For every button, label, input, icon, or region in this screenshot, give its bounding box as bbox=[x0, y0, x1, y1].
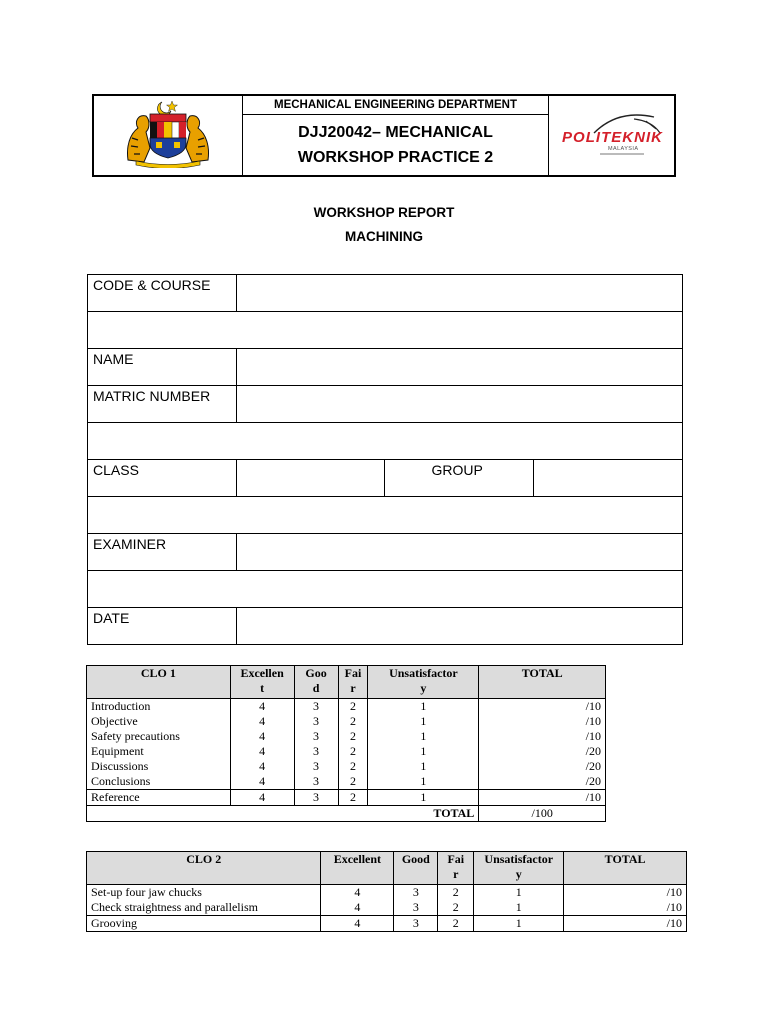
clo2-row bbox=[87, 885, 687, 901]
malaysia-coat-of-arms-icon bbox=[122, 98, 214, 168]
examiner-label: EXAMINER bbox=[88, 534, 237, 571]
report-title: WORKSHOP REPORT bbox=[313, 205, 455, 220]
course-title-line2: WORKSHOP PRACTICE 2 bbox=[297, 149, 494, 167]
score-fair[interactable]: 2 bbox=[338, 729, 368, 744]
info-spacer-row bbox=[88, 571, 683, 608]
info-row-examiner bbox=[88, 534, 683, 571]
class-field[interactable] bbox=[236, 460, 385, 497]
score-fair[interactable]: 2 bbox=[338, 699, 368, 715]
clo2-body bbox=[87, 852, 687, 932]
score-excellent[interactable]: 4 bbox=[230, 759, 294, 774]
code-course-label: CODE & COURSE bbox=[88, 275, 237, 312]
student-info-table bbox=[87, 274, 683, 645]
criterion-cell: Objective bbox=[87, 714, 231, 729]
score-fair[interactable]: 2 bbox=[338, 774, 368, 790]
score-excellent[interactable]: 4 bbox=[321, 916, 394, 932]
politeknik-logo-sub: MALAYSIA bbox=[607, 146, 638, 152]
row-total[interactable]: /10 bbox=[479, 790, 606, 806]
score-good[interactable]: 3 bbox=[294, 699, 338, 715]
row-total[interactable]: /10 bbox=[564, 885, 687, 901]
clo1-header-excellent: Excellen t bbox=[230, 666, 294, 699]
info-spacer-row bbox=[88, 497, 683, 534]
criterion-cell: Equipment bbox=[87, 744, 231, 759]
row-total[interactable]: /20 bbox=[479, 744, 606, 759]
row-total[interactable]: /10 bbox=[479, 729, 606, 744]
clo1-header-fair: Fai r bbox=[338, 666, 368, 699]
coat-of-arms-cell bbox=[93, 95, 243, 176]
group-label: GROUP bbox=[385, 460, 534, 497]
clo1-row bbox=[87, 790, 606, 806]
score-unsatisfactory[interactable]: 1 bbox=[368, 759, 479, 774]
criterion-cell: Introduction bbox=[87, 699, 231, 715]
clo1-row bbox=[87, 774, 606, 790]
politeknik-logo-cell bbox=[549, 95, 676, 176]
criterion-cell: Discussions bbox=[87, 759, 231, 774]
score-good[interactable]: 3 bbox=[394, 885, 438, 901]
score-fair[interactable]: 2 bbox=[338, 714, 368, 729]
clo1-header-total: TOTAL bbox=[479, 666, 606, 699]
score-fair[interactable]: 2 bbox=[438, 916, 474, 932]
score-unsatisfactory[interactable]: 1 bbox=[474, 916, 564, 932]
score-fair[interactable]: 2 bbox=[338, 744, 368, 759]
score-good[interactable]: 3 bbox=[394, 900, 438, 916]
score-excellent[interactable]: 4 bbox=[321, 885, 394, 901]
row-total[interactable]: /10 bbox=[564, 900, 687, 916]
clo1-header-row bbox=[87, 666, 606, 699]
score-good[interactable]: 3 bbox=[294, 729, 338, 744]
criterion-cell: Conclusions bbox=[87, 774, 231, 790]
clo1-header-unsatisfactory: Unsatisfactor y bbox=[368, 666, 479, 699]
info-spacer-row bbox=[88, 423, 683, 460]
date-field[interactable] bbox=[236, 608, 682, 645]
score-excellent[interactable]: 4 bbox=[230, 774, 294, 790]
clo2-header-fair: Fai r bbox=[438, 852, 474, 885]
info-row-name bbox=[88, 349, 683, 386]
clo1-body bbox=[87, 666, 606, 822]
matric-number-label: MATRIC NUMBER bbox=[88, 386, 237, 423]
clo2-header-row bbox=[87, 852, 687, 885]
document-header bbox=[92, 94, 676, 177]
class-label: CLASS bbox=[88, 460, 237, 497]
clo2-header-excellent: Excellent bbox=[321, 852, 394, 885]
info-row-class-group bbox=[88, 460, 683, 497]
grand-total-label: TOTAL bbox=[87, 806, 479, 822]
score-good[interactable]: 3 bbox=[294, 714, 338, 729]
clo1-total-row bbox=[87, 806, 606, 822]
score-good[interactable]: 3 bbox=[294, 774, 338, 790]
clo1-row bbox=[87, 729, 606, 744]
score-fair[interactable]: 2 bbox=[338, 759, 368, 774]
score-unsatisfactory[interactable]: 1 bbox=[368, 699, 479, 715]
score-excellent[interactable]: 4 bbox=[230, 790, 294, 806]
score-unsatisfactory[interactable]: 1 bbox=[368, 729, 479, 744]
criterion-cell: Safety precautions bbox=[87, 729, 231, 744]
spacer-cell bbox=[88, 423, 683, 460]
score-excellent[interactable]: 4 bbox=[230, 744, 294, 759]
score-excellent[interactable]: 4 bbox=[230, 699, 294, 715]
clo2-header-criterion: CLO 2 bbox=[87, 852, 321, 885]
code-course-field[interactable] bbox=[236, 275, 682, 312]
clo2-row bbox=[87, 916, 687, 932]
score-fair[interactable]: 2 bbox=[438, 885, 474, 901]
info-row-matric bbox=[88, 386, 683, 423]
score-fair[interactable]: 2 bbox=[438, 900, 474, 916]
score-excellent[interactable]: 4 bbox=[230, 729, 294, 744]
clo2-header-unsatisfactory: Unsatisfactor y bbox=[474, 852, 564, 885]
grand-total-value[interactable]: /100 bbox=[479, 806, 606, 822]
score-unsatisfactory[interactable]: 1 bbox=[368, 790, 479, 806]
clo2-header-total: TOTAL bbox=[564, 852, 687, 885]
score-fair[interactable]: 2 bbox=[338, 790, 368, 806]
clo2-rubric-table bbox=[86, 851, 687, 932]
score-unsatisfactory[interactable]: 1 bbox=[368, 774, 479, 790]
criterion-cell: Check straightness and parallelism bbox=[87, 900, 321, 916]
spacer-cell bbox=[88, 312, 683, 349]
spacer-cell bbox=[88, 571, 683, 608]
row-total[interactable]: /20 bbox=[479, 774, 606, 790]
clo2-header-good: Good bbox=[394, 852, 438, 885]
score-unsatisfactory[interactable]: 1 bbox=[368, 744, 479, 759]
score-good[interactable]: 3 bbox=[294, 790, 338, 806]
criterion-cell: Reference bbox=[87, 790, 231, 806]
info-spacer-row bbox=[88, 312, 683, 349]
score-unsatisfactory[interactable]: 1 bbox=[474, 900, 564, 916]
score-unsatisfactory[interactable]: 1 bbox=[474, 885, 564, 901]
score-excellent[interactable]: 4 bbox=[321, 900, 394, 916]
course-title bbox=[243, 115, 549, 176]
row-total[interactable]: /10 bbox=[479, 714, 606, 729]
clo1-header-criterion: CLO 1 bbox=[87, 666, 231, 699]
name-field[interactable] bbox=[236, 349, 682, 386]
score-excellent[interactable]: 4 bbox=[230, 714, 294, 729]
row-total[interactable]: /10 bbox=[564, 916, 687, 932]
clo1-row bbox=[87, 714, 606, 729]
clo1-rubric-table bbox=[86, 665, 606, 822]
clo1-header-good: Goo d bbox=[294, 666, 338, 699]
department-name: MECHANICAL ENGINEERING DEPARTMENT bbox=[243, 95, 549, 115]
course-title-line1: DJJ20042– MECHANICAL bbox=[298, 124, 493, 142]
report-subtitle: MACHINING bbox=[345, 229, 423, 244]
score-good[interactable]: 3 bbox=[294, 744, 338, 759]
score-good[interactable]: 3 bbox=[394, 916, 438, 932]
row-total[interactable]: /10 bbox=[479, 699, 606, 715]
criterion-cell: Set-up four jaw chucks bbox=[87, 885, 321, 901]
date-label: DATE bbox=[88, 608, 237, 645]
group-field[interactable] bbox=[534, 460, 683, 497]
score-good[interactable]: 3 bbox=[294, 759, 338, 774]
politeknik-logo-text: POLITEKNIK bbox=[561, 129, 662, 146]
examiner-field[interactable] bbox=[236, 534, 682, 571]
score-unsatisfactory[interactable]: 1 bbox=[368, 714, 479, 729]
info-row-date bbox=[88, 608, 683, 645]
info-row-code-course bbox=[88, 275, 683, 312]
spacer-cell bbox=[88, 497, 683, 534]
clo2-row bbox=[87, 900, 687, 916]
politeknik-logo-icon bbox=[556, 107, 668, 159]
name-label: NAME bbox=[88, 349, 237, 386]
clo1-row bbox=[87, 699, 606, 715]
criterion-cell: Grooving bbox=[87, 916, 321, 932]
row-total[interactable]: /20 bbox=[479, 759, 606, 774]
clo1-row bbox=[87, 744, 606, 759]
matric-number-field[interactable] bbox=[236, 386, 682, 423]
clo1-row bbox=[87, 759, 606, 774]
